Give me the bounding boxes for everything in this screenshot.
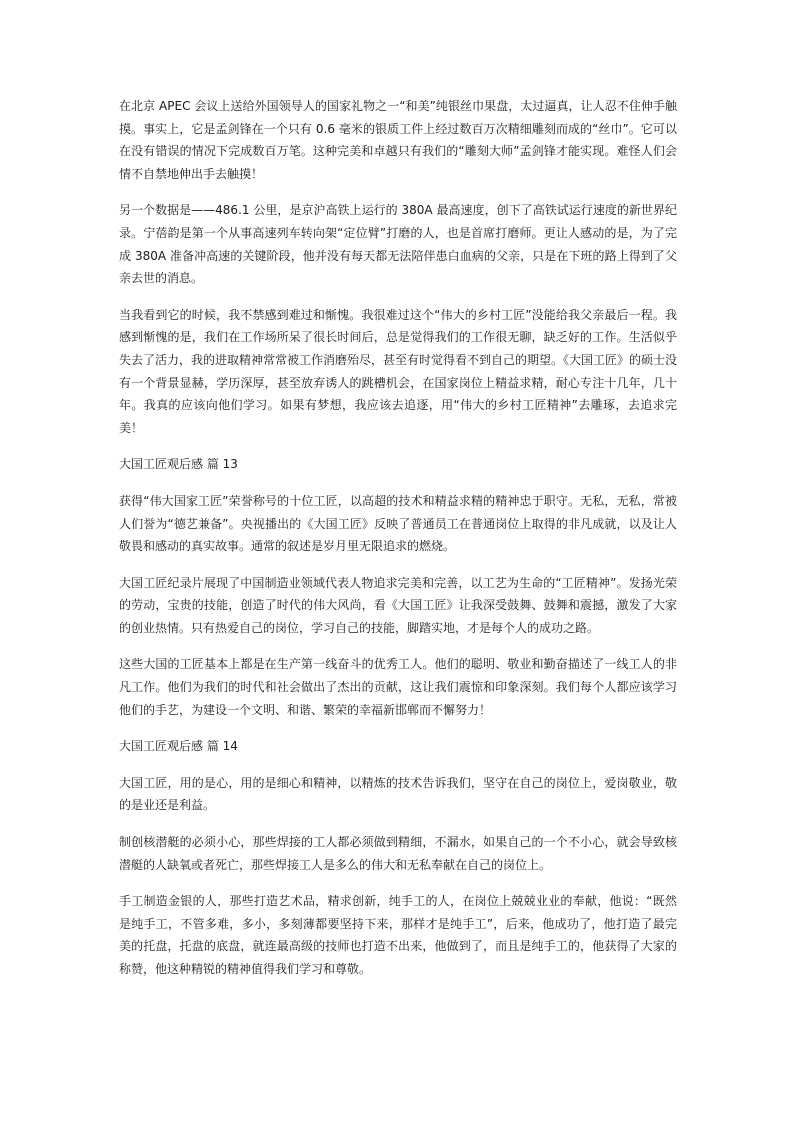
paragraph: 当我看到它的时候，我不禁感到难过和惭愧。我很难过这个“伟大的乡村工匠”没能给我父亲最后一程。我感到惭愧的是，我们在工作场所呆了很长时间后，总是觉得我们的工作很无聊，缺乏好的工作。生活似乎失去了活力，我的进取精神常常被工作消磨殆尽，甚至有时觉得看不到自己的期望。《大国工匠》的硕士没有一个背景显赫，学历深厚，甚至放弃诱人的跳槽机会，在国家岗位上精益求精，耐心专注十几年，几十年。我真的应该向他们学习。如果有梦想，我应该去追逐，用“伟大的乡村工匠精神”去雕琢，去追求完美！ — [119, 307, 678, 435]
paragraph: 大国工匠纪录片展现了中国制造业领域代表人物追求完美和完善，以工艺为生命的“工匠精神”。发扬光荣的劳动，宝贵的技能，创造了时代的伟大风尚，看《大国工匠》让我深受鼓舞、鼓舞和震撼，激发了大家的创业热情。只有热爱自己的岗位，学习自己的技能，脚踏实地，才是每个人的成功之路。 — [119, 575, 677, 635]
section-heading: 大国工匠观后感 篇 13 — [119, 457, 238, 472]
paragraph: 获得“伟大国家工匠”荣誉称号的十位工匠，以高超的技术和精益求精的精神忠于职守。无私，无私，常被人们誉为“德艺兼备”。央视播出的《大国工匠》反映了普通员工在普通岗位上取得的非凡成就，以及让人敬畏和感动的真实故事。通常的叙述是岁月里无限追求的燃烧。 — [119, 493, 677, 554]
paragraph: 大国工匠，用的是心，用的是细心和精神，以精炼的技术告诉我们，坚守在自己的岗位上，爱岗敬业，敬的是业还是利益。 — [119, 775, 677, 813]
paragraph: 在北京 APEC 会议上送给外国领导人的国家礼物之一“和美”纯银丝巾果盘，太过逼真，让人忍不住伸手触摸。事实上，它是孟剑锋在一个只有 0.6 毫米的银质工件上经过数百万次精细雕刻而成的“丝巾”。它可以在没有错误的情况下完成数百万笔。这种完美和卓越只有我们的“雕刻大师”孟剑锋才能实现。难怪人们会情不自禁地伸出手去触摸！ — [119, 99, 677, 181]
document-body — [119, 95, 677, 995]
section-heading: 大国工匠观后感 篇 14 — [119, 739, 238, 754]
paragraph: 另一个数据是——486.1 公里，是京沪高铁上运行的 380A 最高速度，创下了高铁试运行速度的新世界纪录。宁蓓韵是第一个从事高速列车转向架“定位臂”打磨的人，也是首席打磨师。更让人感动的是，为了完成 380A 准备冲高速的关键阶段，他并没有每天都无法陪伴患白血病的父亲，只是在下班的路上得到了父亲去世的消息。 — [119, 203, 677, 286]
paragraph: 制创核潜艇的必须小心，那些焊接的工人都必须做到精细，不漏水，如果自己的一个不小心，就会导致核潜艇的人缺氧或者死亡，那些焊接工人是多么的伟大和无私奉献在自己的岗位上。 — [119, 835, 677, 872]
paragraph: 这些大国的工匠基本上都是在生产第一线奋斗的优秀工人。他们的聪明、敬业和勤奋描述了一线工人的非凡工作。他们为我们的时代和社会做出了杰出的贡献，这让我们震惊和印象深刻。我们每个人都应该学习他们的手艺，为建设一个文明、和谐、繁荣的幸福新邯郸而不懈努力！ — [119, 657, 677, 717]
paragraph: 手工制造金银的人，那些打造艺术品，精求创新，纯手工的人，在岗位上兢兢业业的奉献，他说：“既然是纯手工，不管多难，多小，多刻薄都要坚持下来，那样才是纯手工”，后来，他成功了，他打造了最完美的托盘，托盘的底盘，就连最高级的技师也打造不出来，他做到了，而且是纯手工的，他获得了大家的称赞，他这种精锐的精神值得我们学习和尊敬。 — [119, 894, 677, 976]
